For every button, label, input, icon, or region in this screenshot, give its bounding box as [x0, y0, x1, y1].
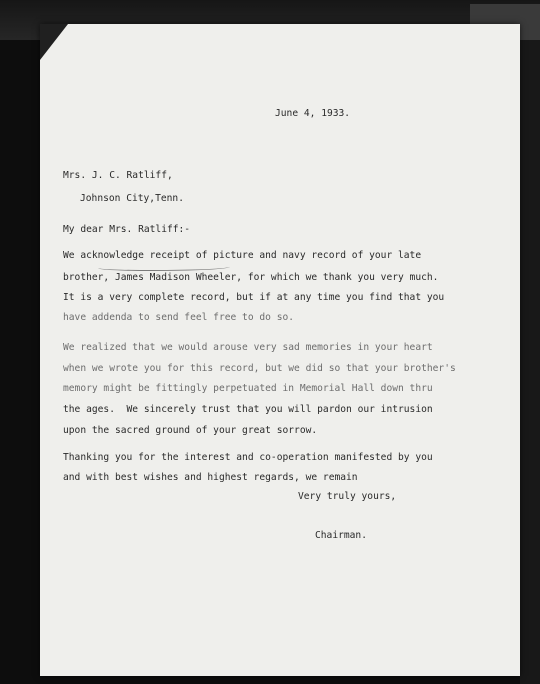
paragraph3-line: and with best wishes and highest regards, we remain [63, 472, 358, 483]
letter-date: June 4, 1933. [275, 108, 351, 119]
folded-corner [40, 24, 68, 60]
salutation: My dear Mrs. Ratliff:- [63, 224, 191, 235]
scan-right-edge [520, 40, 540, 684]
paragraph2-line: the ages. We sincerely trust that you will pardon our intrusion [63, 404, 433, 415]
paragraph2-line: memory might be fittingly perpetuated in Memorial Hall down thru [63, 383, 433, 394]
paragraph2-line: We realized that we would arouse very sad memories in your heart [63, 342, 433, 353]
paragraph1-line: brother, James Madison Wheeler, for which we thank you very much. [63, 272, 439, 283]
paragraph2-line: upon the sacred ground of your great sorrow. [63, 425, 318, 436]
paragraph2-line: when we wrote you for this record, but we did so that your brother's [63, 363, 456, 374]
paragraph3-line: Thanking you for the interest and co-operation manifested by you [63, 452, 433, 463]
recipient-name: Mrs. J. C. Ratliff, [63, 170, 173, 181]
closing: Very truly yours, [298, 491, 397, 502]
paragraph1-line: It is a very complete record, but if at any time you find that you [63, 292, 445, 303]
paragraph1-line: have addenda to send feel free to do so. [63, 312, 295, 323]
signature: Chairman. [315, 530, 367, 541]
paragraph1-line: We acknowledge receipt of picture and navy record of your late [63, 250, 422, 261]
recipient-address: Johnson City,Tenn. [80, 193, 184, 204]
